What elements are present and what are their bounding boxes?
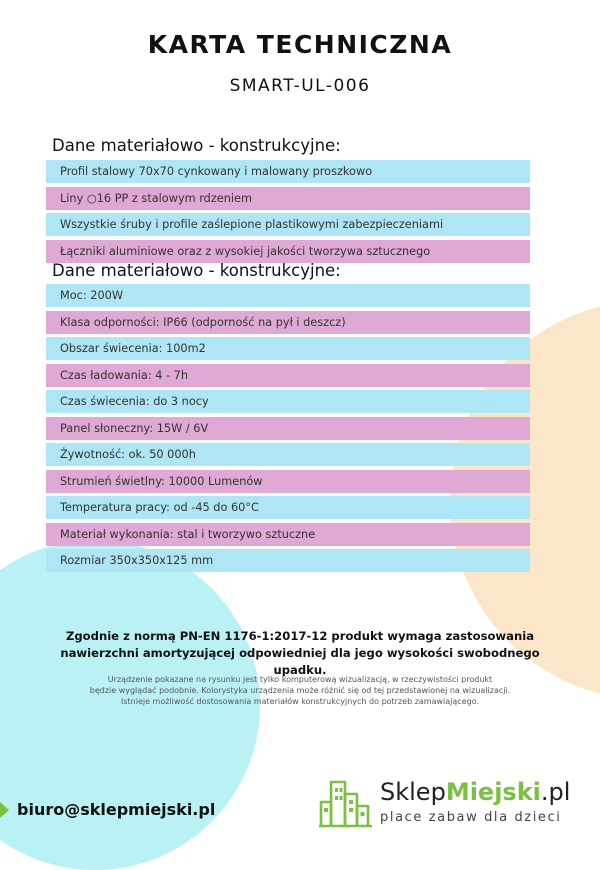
disclaimer-line: Istnieje możliwość dostosowania materiałów konstrukcyjnych do potrzeb zamawiającego. [120,697,479,706]
brand-logo[interactable] [318,772,588,832]
disclaimer-line: będzie wyglądać podobnie. Kolorystyka urządzenia może różnić się od tej przedstawionej na wizualizacji. [89,686,511,695]
spec-row: Wszystkie śruby i profile zaślepione plastikowymi zabezpieczeniami [46,213,530,236]
spec-row: Rozmiar 350x350x125 mm [46,549,530,572]
spec-row: Liny ○16 PP z stalowym rdzeniem [46,187,530,210]
technical-spec-list [46,284,530,576]
section-heading-technical: Dane materiałowo - konstrukcyjne: [52,261,341,280]
spec-row: Klasa odporności: IP66 (odporność na pył i deszcz) [46,311,530,334]
spec-row: Żywotność: ok. 50 000h [46,443,530,466]
spec-row: Moc: 200W [46,284,530,307]
spec-row: Czas ładowania: 4 - 7h [46,364,530,387]
spec-row: Temperatura pracy: od -45 do 60°C [46,496,530,519]
construction-spec-list [46,160,530,266]
city-buildings-icon [318,772,374,830]
safety-notice: Zgodnie z normą PN-EN 1176-1:2017-12 produkt wymaga zastosowania nawierzchni amortyzującej odpowiedniej dla jego wysokości swobodnego upadku. [60,629,540,677]
spec-row: Materiał wykonania: stal i tworzywo sztuczne [46,523,530,546]
brand-tagline: place zabaw dla dzieci [380,810,562,825]
page-title: KARTA TECHNICZNA [147,30,453,59]
spec-row: Strumień świetlny: 10000 Lumenów [46,470,530,493]
spec-row: Łączniki aluminiowe oraz z wysokiej jakości tworzywa sztucznego [46,240,530,263]
spec-row: Profil stalowy 70x70 cynkowany i malowany proszkowo [46,160,530,183]
disclaimer [40,674,560,707]
spec-row: Panel słoneczny: 15W / 6V [46,417,530,440]
contact-email-bar[interactable] [0,800,215,819]
spec-row: Obszar świecenia: 100m2 [46,337,530,360]
email-link[interactable]: biuro@sklepmiejski.pl [17,800,216,819]
product-model: SMART-UL-006 [229,76,371,96]
disclaimer-line: Urządzenie pokazane na rysunku jest tylko komputerową wizualizacją, w rzeczywistości produkt [107,675,493,684]
brand-name: SklepMiejski.pl [380,778,571,806]
arrow-right-icon [0,802,9,818]
section-heading-construction: Dane materiałowo - konstrukcyjne: [52,136,341,155]
spec-row: Czas świecenia: do 3 nocy [46,390,530,413]
